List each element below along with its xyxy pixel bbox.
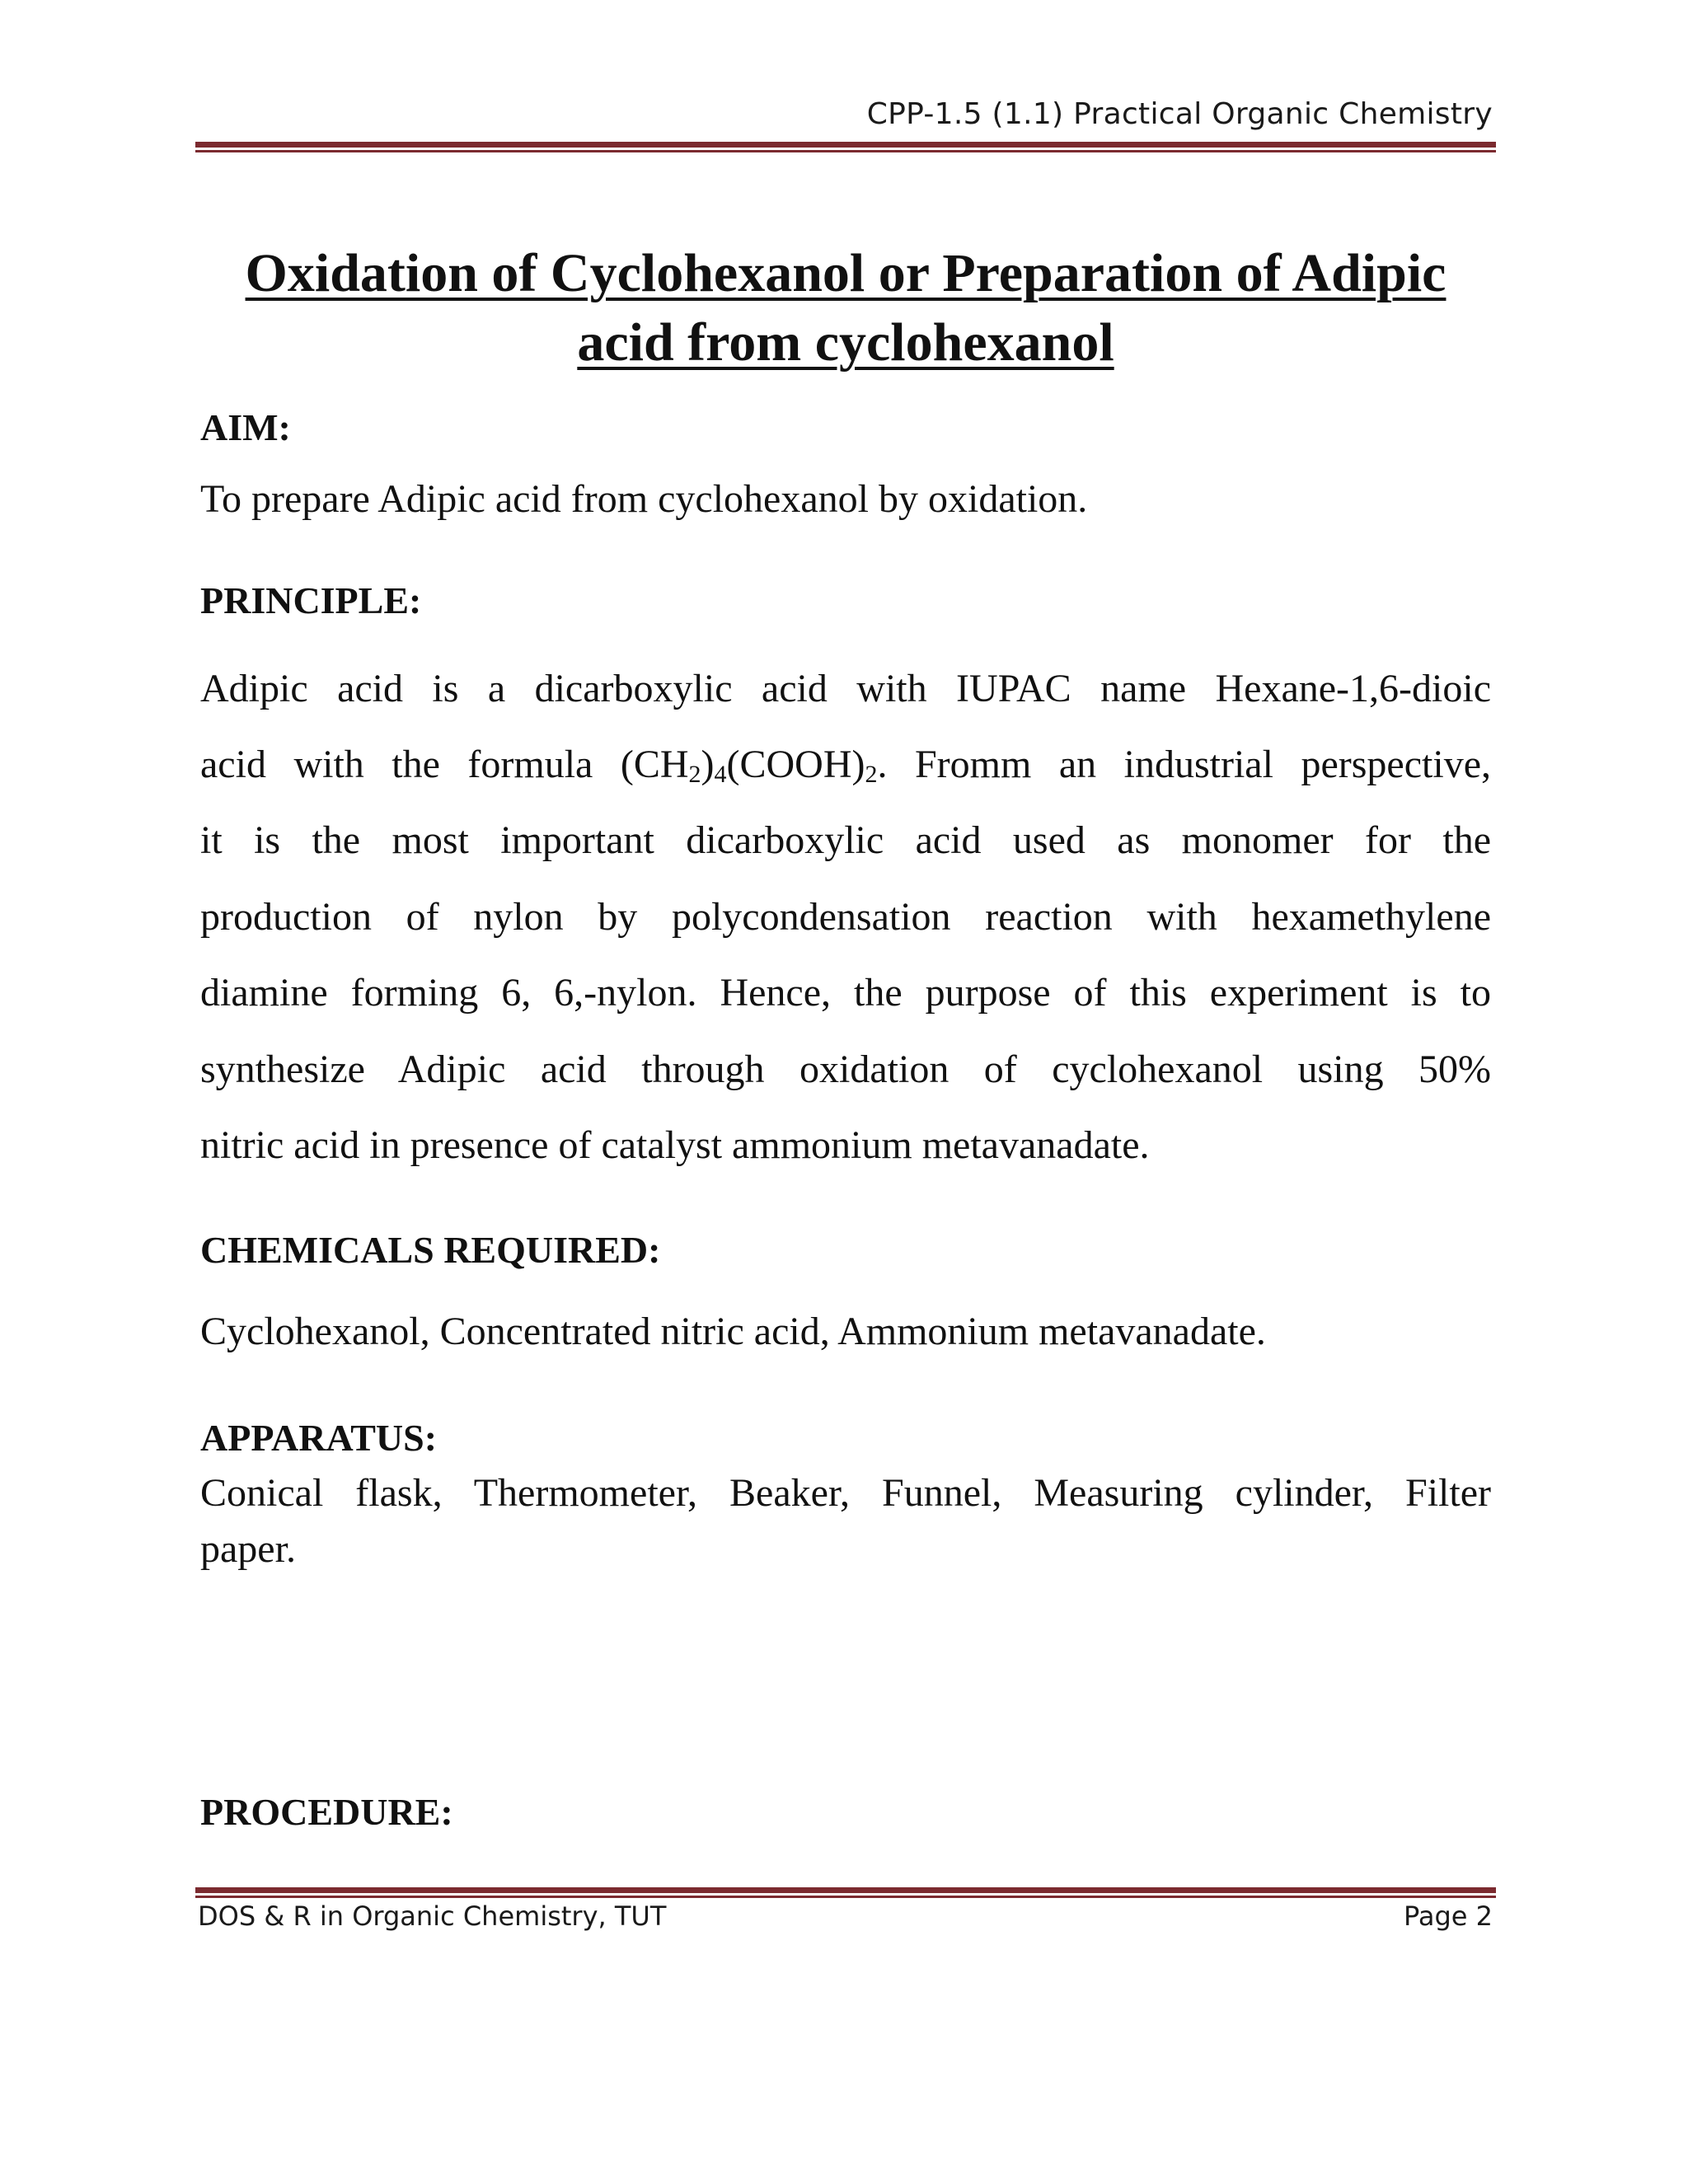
procedure-heading: PROCEDURE: (200, 1791, 453, 1833)
principle-line-4: production of nylon by polycondensation reaction with hexamethylene (200, 895, 1491, 939)
chemicals-heading: CHEMICALS REQUIRED: (200, 1229, 661, 1271)
page-number: Page 2 (1404, 1900, 1493, 1932)
apparatus-line-2: paper. (200, 1527, 296, 1571)
apparatus-heading: APPARATUS: (200, 1417, 438, 1459)
principle-line-6: synthesize Adipic acid through oxidation of cyclohexanol using 50% (200, 1047, 1491, 1091)
footer-department: DOS & R in Organic Chemistry, TUT (198, 1900, 667, 1932)
title-line-1: Oxidation of Cyclohexanol or Preparation of Adipic (245, 243, 1447, 303)
aim-text: To prepare Adipic acid from cyclohexanol by oxidation. (200, 477, 1088, 521)
title-line-2: acid from cyclohexanol (577, 312, 1114, 373)
footer-rule (195, 1887, 1496, 1898)
principle-line-7: nitric acid in presence of catalyst ammonium metavanadate. (200, 1123, 1150, 1167)
header-rule (195, 142, 1496, 152)
apparatus-line-1: Conical flask, Thermometer, Beaker, Funnel, Measuring cylinder, Filter (200, 1471, 1491, 1515)
aim-heading: AIM: (200, 406, 291, 448)
document-title (195, 239, 1496, 377)
running-header: CPP-1.5 (1.1) Practical Organic Chemistry (866, 97, 1493, 131)
principle-line-1: Adipic acid is a dicarboxylic acid with IUPAC name Hexane-1,6-dioic (200, 667, 1491, 710)
chemicals-text: Cyclohexanol, Concentrated nitric acid, Ammonium metavanadate. (200, 1310, 1266, 1353)
principle-heading: PRINCIPLE: (200, 579, 422, 621)
principle-line-5: diamine forming 6, 6,-nylon. Hence, the purpose of this experiment is to (200, 971, 1491, 1015)
principle-line-3: it is the most important dicarboxylic acid used as monomer for the (200, 818, 1491, 862)
principle-line-2: acid with the formula $(CH_2)_4(COOH)_2$. Fromm an industrial perspective, (200, 743, 1491, 788)
